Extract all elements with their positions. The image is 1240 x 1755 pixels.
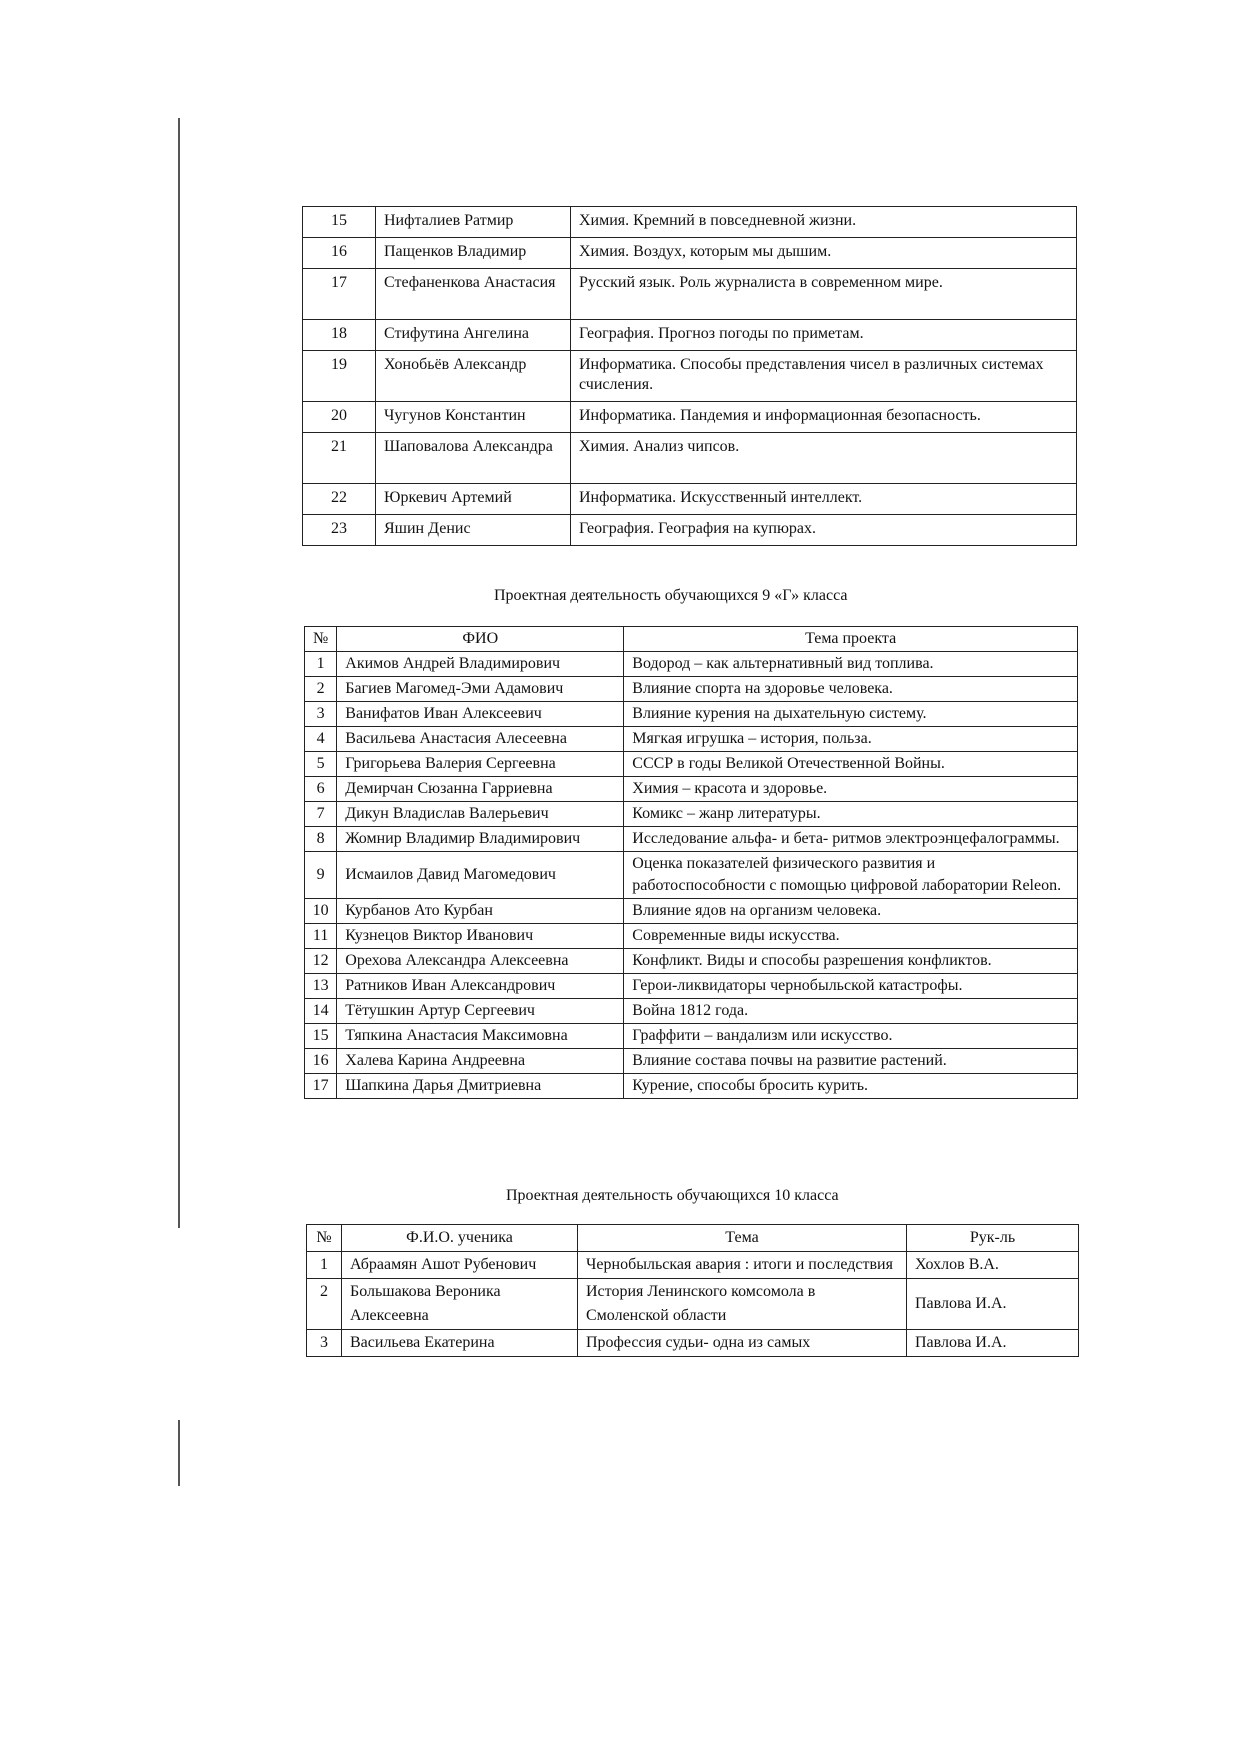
project-topic: Водород – как альтернативный вид топлива. — [624, 652, 1078, 677]
project-topic: Оценка показателей физического развития и работоспособности с помощью цифровой лаборатории Releon. — [624, 852, 1078, 899]
row-number: 10 — [305, 899, 337, 924]
student-name: Исмаилов Давид Магомедович — [337, 852, 624, 899]
table-row — [305, 652, 1078, 677]
table-row — [305, 777, 1078, 802]
student-name: Хонобьёв Александр — [376, 351, 571, 402]
student-name: Ванифатов Иван Алексеевич — [337, 702, 624, 727]
table-body — [305, 652, 1078, 1099]
table-body — [307, 1252, 1079, 1357]
table-row — [307, 1330, 1079, 1357]
student-name: Шаповалова Александра — [376, 433, 571, 484]
project-topic: Влияние спорта на здоровье человека. — [624, 677, 1078, 702]
row-number: 2 — [307, 1279, 342, 1330]
project-topic: Чернобыльская авария : итоги и последствия — [578, 1252, 907, 1279]
table-row — [305, 702, 1078, 727]
col-header-topic: Тема проекта — [624, 627, 1078, 652]
table-body — [303, 207, 1077, 546]
projects-table-continued — [302, 206, 1077, 546]
student-name: Тётушкин Артур Сергеевич — [337, 999, 624, 1024]
project-topic: Химия – красота и здоровье. — [624, 777, 1078, 802]
student-name: Чугунов Константин — [376, 402, 571, 433]
row-number: 5 — [305, 752, 337, 777]
col-header-name: Ф.И.О. ученика — [342, 1225, 578, 1252]
table-row — [305, 802, 1078, 827]
project-topic: Комикс – жанр литературы. — [624, 802, 1078, 827]
row-number: 20 — [303, 402, 376, 433]
project-topic: Влияние состава почвы на развитие растений. — [624, 1049, 1078, 1074]
project-topic: Герои-ликвидаторы чернобыльской катастрофы. — [624, 974, 1078, 999]
scan-margin-line — [178, 1420, 180, 1486]
project-topic: Информатика. Способы представления чисел в различных системах счисления. — [571, 351, 1077, 402]
project-topic: Мягкая игрушка – история, польза. — [624, 727, 1078, 752]
student-name: Большакова Вероника Алексеевна — [342, 1279, 578, 1330]
row-number: 15 — [303, 207, 376, 238]
table-row — [303, 269, 1077, 320]
row-number: 7 — [305, 802, 337, 827]
student-name: Васильева Анастасия Алесеевна — [337, 727, 624, 752]
table-row — [303, 238, 1077, 269]
student-name: Жомнир Владимир Владимирович — [337, 827, 624, 852]
table-row — [305, 852, 1078, 899]
col-header-number: № — [307, 1225, 342, 1252]
row-number: 12 — [305, 949, 337, 974]
student-name: Юркевич Артемий — [376, 484, 571, 515]
table-row — [307, 1252, 1079, 1279]
table-row — [305, 752, 1078, 777]
row-number: 2 — [305, 677, 337, 702]
row-number: 16 — [305, 1049, 337, 1074]
table-row — [303, 402, 1077, 433]
table-row — [305, 1024, 1078, 1049]
table-row — [303, 351, 1077, 402]
projects-table-10 — [306, 1224, 1079, 1357]
row-number: 15 — [305, 1024, 337, 1049]
student-name: Тяпкина Анастасия Максимовна — [337, 1024, 624, 1049]
row-number: 18 — [303, 320, 376, 351]
row-number: 21 — [303, 433, 376, 484]
table-row — [303, 433, 1077, 484]
table-row — [303, 320, 1077, 351]
student-name: Васильева Екатерина — [342, 1330, 578, 1357]
table-row — [305, 949, 1078, 974]
row-number: 8 — [305, 827, 337, 852]
table-row — [305, 677, 1078, 702]
table-row — [305, 924, 1078, 949]
table-row — [303, 207, 1077, 238]
header-row — [305, 627, 1078, 652]
student-name: Кузнецов Виктор Иванович — [337, 924, 624, 949]
row-number: 9 — [305, 852, 337, 899]
student-name: Дикун Владислав Валерьевич — [337, 802, 624, 827]
col-header-supervisor: Рук-ль — [907, 1225, 1079, 1252]
table-header — [307, 1225, 1079, 1252]
project-topic: Конфликт. Виды и способы разрешения конфликтов. — [624, 949, 1078, 974]
table-row — [305, 999, 1078, 1024]
row-number: 6 — [305, 777, 337, 802]
project-topic: История Ленинского комсомола в Смоленской области — [578, 1279, 907, 1330]
table-row — [305, 899, 1078, 924]
project-topic: Граффити – вандализм или искусство. — [624, 1024, 1078, 1049]
section-caption-9g: Проектная деятельность обучающихся 9 «Г» класса — [494, 587, 848, 604]
project-topic: Исследование альфа- и бета- ритмов электроэнцефалограммы. — [624, 827, 1078, 852]
student-name: Шапкина Дарья Дмитриевна — [337, 1074, 624, 1099]
table-row — [305, 1074, 1078, 1099]
student-name: Акимов Андрей Владимирович — [337, 652, 624, 677]
project-topic: Химия. Воздух, которым мы дышим. — [571, 238, 1077, 269]
student-name: Григорьева Валерия Сергеевна — [337, 752, 624, 777]
project-topic: Современные виды искусства. — [624, 924, 1078, 949]
row-number: 19 — [303, 351, 376, 402]
projects-table-9g — [304, 626, 1078, 1099]
row-number: 1 — [305, 652, 337, 677]
row-number: 14 — [305, 999, 337, 1024]
row-number: 13 — [305, 974, 337, 999]
student-name: Ратников Иван Александрович — [337, 974, 624, 999]
project-topic: География. Прогноз погоды по приметам. — [571, 320, 1077, 351]
project-topic: Война 1812 года. — [624, 999, 1078, 1024]
row-number: 4 — [305, 727, 337, 752]
student-name: Халева Карина Андреевна — [337, 1049, 624, 1074]
row-number: 11 — [305, 924, 337, 949]
table-row — [307, 1279, 1079, 1330]
row-number: 23 — [303, 515, 376, 546]
row-number: 1 — [307, 1252, 342, 1279]
project-topic: Русский язык. Роль журналиста в современном мире. — [571, 269, 1077, 320]
row-number: 3 — [307, 1330, 342, 1357]
project-topic: Информатика. Пандемия и информационная безопасность. — [571, 402, 1077, 433]
supervisor-name: Павлова И.А. — [907, 1330, 1079, 1357]
table-row — [305, 727, 1078, 752]
student-name: Пащенков Владимир — [376, 238, 571, 269]
student-name: Демирчан Сюзанна Гарриевна — [337, 777, 624, 802]
table-row — [305, 1049, 1078, 1074]
table-row — [303, 484, 1077, 515]
table-row — [303, 515, 1077, 546]
col-header-topic: Тема — [578, 1225, 907, 1252]
student-name: Багиев Магомед-Эми Адамович — [337, 677, 624, 702]
row-number: 17 — [303, 269, 376, 320]
project-topic: Информатика. Искусственный интеллект. — [571, 484, 1077, 515]
project-topic: Влияние ядов на организм человека. — [624, 899, 1078, 924]
project-topic: Химия. Анализ чипсов. — [571, 433, 1077, 484]
scan-margin-line — [178, 118, 180, 1228]
table-row — [305, 827, 1078, 852]
col-header-name: ФИО — [337, 627, 624, 652]
row-number: 17 — [305, 1074, 337, 1099]
student-name: Яшин Денис — [376, 515, 571, 546]
student-name: Абраамян Ашот Рубенович — [342, 1252, 578, 1279]
project-topic: СССР в годы Великой Отечественной Войны. — [624, 752, 1078, 777]
section-caption-10: Проектная деятельность обучающихся 10 класса — [506, 1187, 839, 1204]
row-number: 3 — [305, 702, 337, 727]
table-row — [305, 974, 1078, 999]
project-topic: Влияние курения на дыхательную систему. — [624, 702, 1078, 727]
project-topic: Химия. Кремний в повседневной жизни. — [571, 207, 1077, 238]
row-number: 16 — [303, 238, 376, 269]
project-topic: Курение, способы бросить курить. — [624, 1074, 1078, 1099]
supervisor-name: Павлова И.А. — [907, 1279, 1079, 1330]
student-name: Курбанов Ато Курбан — [337, 899, 624, 924]
student-name: Орехова Александра Алексеевна — [337, 949, 624, 974]
supervisor-name: Хохлов В.А. — [907, 1252, 1079, 1279]
table-header — [305, 627, 1078, 652]
row-number: 22 — [303, 484, 376, 515]
header-row — [307, 1225, 1079, 1252]
project-topic: Профессия судьи- одна из самых — [578, 1330, 907, 1357]
col-header-number: № — [305, 627, 337, 652]
student-name: Стифутина Ангелина — [376, 320, 571, 351]
student-name: Нифталиев Ратмир — [376, 207, 571, 238]
student-name: Стефаненкова Анастасия — [376, 269, 571, 320]
project-topic: География. География на купюрах. — [571, 515, 1077, 546]
